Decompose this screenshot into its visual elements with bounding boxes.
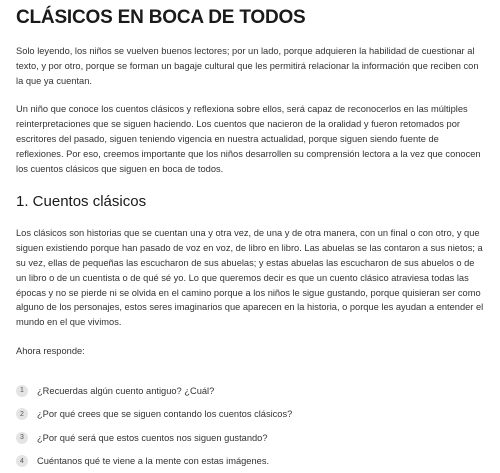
section-heading: 1. Cuentos clásicos: [16, 193, 147, 211]
question-text: ¿Recuerdas algún cuento antiguo? ¿Cuál?: [37, 385, 215, 396]
question-number-badge: 2: [16, 408, 28, 420]
question-text: ¿Por qué será que estos cuentos nos siguen gustando?: [37, 432, 268, 443]
question-item: [16, 426, 486, 450]
question-item: [16, 379, 486, 403]
intro-paragraph-2: Un niño que conoce los cuentos clásicos y reflexiona sobre ellos, será capaz de reconocerlos en las múltiples reinterpretaciones que se siguen haciendo. Los cuentos que nacieron de la oralidad y fueron retomados por escritores del pasado, siguen teniendo vigencia en nuestra actualidad, porque siguen siendo fuente de reflexiones. Por eso, creemos importante que los niños desarrollen su comprensión lectora a la vez que conocen los cuentos clásicos que siguen en boca de todos.: [16, 104, 481, 174]
page-title: CLÁSICOS EN BOCA DE TODOS: [16, 7, 306, 28]
section-body-paragraph: Los clásicos son historias que se cuentan una y otra vez, de una y de otra manera, con un final o con otro, y que siguen existiendo porque han pasado de voz en voz, de libro en libro. Las abuelas se las contaron a sus nietos; a su vez, ellas de pequeñas las escucharon de sus abuelas; y estas abuelas las escucharon de sus abuelos o de un libro o de un cuentista o de qué sé yo. Lo que queremos decir es que un cuento clásico atraviesa todas las épocas y no se pierde ni se olvida en el camino porque a los niños le sigue gustando, porque quisieran ser como alguno de los personajes, estos seres imaginarios que aparecen en la historia, o porque les ayudan a entender el mundo en el que vivimos.: [16, 228, 484, 328]
questions-list: [16, 379, 486, 473]
answer-prompt: Ahora responde:: [16, 345, 85, 356]
question-number-badge: 4: [16, 455, 28, 467]
question-number-badge: 3: [16, 432, 28, 444]
question-text: ¿Por qué crees que se siguen contando los cuentos clásicos?: [37, 409, 293, 419]
intro-paragraph-1: Solo leyendo, los niños se vuelven buenos lectores; por un lado, porque adquieren la habilidad de cuestionar al texto, y por otro, porque se forman un bagaje cultural que les permitirá relacionar la información que reciben con la que ya cuentan.: [16, 46, 479, 86]
question-item: [16, 449, 486, 473]
question-text: Cuéntanos qué te viene a la mente con estas imágenes.: [37, 456, 270, 466]
question-number-badge: 1: [16, 385, 28, 397]
question-item: [16, 402, 486, 426]
